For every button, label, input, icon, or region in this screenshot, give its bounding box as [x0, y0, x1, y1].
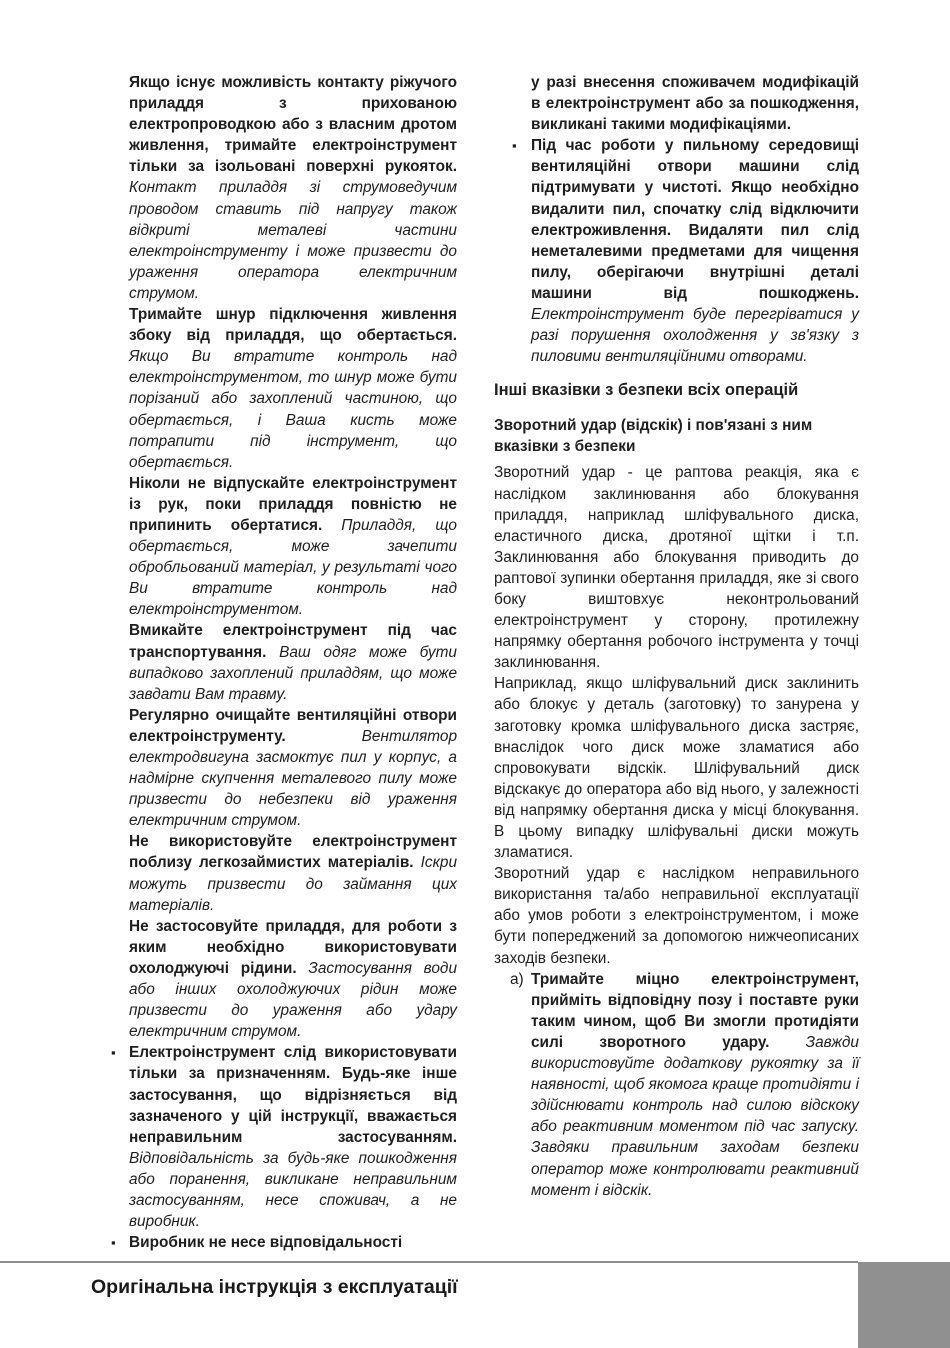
bullet-item-intended-use [111, 1042, 457, 1232]
instruction-bold: Тримайте міцно електроінструмент, прийміть відповідну позу і поставте руки таким чином, щоб Ви змогли протидіяти силі зворотного удару. [531, 970, 859, 1051]
safety-paragraph-cord [111, 304, 457, 473]
kickback-paragraph-2: Наприклад, якщо шліфувальний диск заклинить або блокує у деталь (заготовку) то занурена у заготовку кромка шліфувального диска застряє, внаслідок чого диск може зламатися або спровокувати відскік. Шліфувальний диск відскакує до оператора або від нього, у залежності від напрямку обертання диска у місці блокування. В цьому випадку шліфувальні диски можуть зламатися. [494, 675, 859, 862]
instruction-bold: Виробник не несе відповідальності [129, 1234, 403, 1252]
bullet-item-dust [494, 135, 859, 367]
kickback-paragraph-1: Зворотний удар - це раптова реакція, яка є наслідком заклинювання або блокування приладдя, наприклад шліфувального диска, еластичного диска, дротяної щітки і т.п. Заклинювання або блокування приводить до раптової зупинки обертання приладдя, яке зі свого боку виштовхує неконтрольований електроінструмент у сторону, протилежну напрямку обертання робочого інструмента у точці заклинювання. [494, 464, 859, 672]
instruction-bold: Ніколи не відпускайте електроінструмент із рук, поки приладдя повністю не припинить обертатися. [129, 474, 457, 534]
instruction-bold: Якщо існує можливість контакту ріжучого приладдя з прихованою електропроводкою або з власним дротом живлення, тримайте електроінструмент тільки за ізольовані поверхні рукояток. [129, 74, 457, 176]
instruction-bold: Електроінструмент слід використовувати тільки за призначенням. Будь-яке інше застосування, що відрізняється від зазначеного у цій інструкції, вважається неправильним застосуванням. [129, 1044, 457, 1146]
bullet-icon: ▪ [111, 1045, 116, 1061]
instruction-italic: Контакт приладдя зі струмоведучим проводом ставить під напругу також відкриті металеві частини електроінструменту і може призвести до ураження оператора електричним струмом. [129, 179, 457, 302]
instruction-italic: Приладдя, що обертається, може зачепити обробльований матеріал, у результаті чого Ви втратите контроль над електроінструментом. [129, 516, 457, 619]
subsection-heading: Зворотний удар (відскік) і пов'язані з ним вказівки з безпеки [494, 417, 813, 456]
instruction-italic: Вентилятор електродвигуна засмоктує пил у корпус, а надмірне скупчення металевого пилу може призвести до небезпеки від ураження електричним струмом. [129, 727, 457, 830]
instruction-italic: Якщо Ви втратите контроль над електроінструментом, то шнур може бути порізаний або захоплений частиною, що обертається, і Ваша кисть може потрапити під інструмент, що обертається. [129, 348, 457, 471]
footer-divider [0, 1261, 858, 1263]
safety-paragraph-flammable [111, 831, 457, 915]
safety-paragraph-transport [111, 620, 457, 704]
instruction-bold: Не застосовуйте приладдя, для роботи з яким необхідно використовувати охолоджуючі рідини. [129, 917, 457, 977]
instruction-italic: Застосування води або інших охолоджуючих рідин може призвести до ураження або удару електричним струмом. [129, 959, 457, 1041]
instruction-bold: Вмикайте електроінструмент під час транспортування. [129, 622, 457, 661]
right-column [494, 72, 859, 1201]
safety-paragraph-hold [111, 473, 457, 621]
instruction-bold: Не використовуйте електроінструмент поблизу легкозаймистих матеріалів. [129, 833, 457, 872]
safety-paragraph-ventilation [111, 705, 457, 832]
bullet-item-liability [111, 1232, 457, 1253]
instruction-bold: Під час роботи у пильному середовищі вентиляційні отвори машини слід підтримувати у чистоті. Якщо необхідно видалити пил, спочатку слід відключити електроживлення. Видаляти пил слід неметалевими предметами для чищення пилу, оберігаючи внутрішні деталі машини від пошкоджень. [531, 137, 859, 302]
bullet-item-liability-continued [494, 72, 859, 135]
instruction-italic: Відповідальність за будь-яке пошкодження або поранення, викликане неправильним застосуванням, несе споживач, а не виробник. [129, 1149, 457, 1231]
instruction-italic: Електроінструмент буде перегріватися у разі порушення охолодження у зв'язку з пиловими вентиляційними отворами. [531, 306, 859, 366]
instruction-italic: Іскри можуть призвести до займання цих матеріалів. [129, 854, 457, 914]
instruction-italic: Ваш одяг може бути випадково захоплений приладдям, що може завдати Вам травму. [129, 643, 457, 703]
list-item-a [494, 969, 859, 1201]
left-column [111, 72, 457, 1253]
section-heading: Інші вказівки з безпеки всіх операцій [494, 381, 799, 400]
bullet-icon: ▪ [512, 138, 517, 154]
footer-title: Оригінальна інструкція з експлуатації [91, 1276, 458, 1298]
list-item-label: a) [510, 970, 524, 988]
instruction-italic: Завжди використовуйте додаткову рукоятку за її наявності, щоб якомога краще протидіяти і здійснювати контроль над силою відскоку або реактивним моментом під час запуску. Завдяки правильним заходам безпеки оператор може контролювати реактивний момент і відскік. [531, 1033, 859, 1199]
instruction-bold: у разі внесення споживачем модифікацій в електроінструмент або за пошкодження, викликані такими модифікаціями. [531, 74, 859, 134]
safety-paragraph-coolant [111, 916, 457, 1043]
bullet-icon: ▪ [111, 1235, 116, 1251]
kickback-paragraph-3: Зворотний удар є наслідком неправильного використання та/або неправильної експлуатації або умов роботи з електроінструментом, і може бути попереджений за допомогою нижчеописаних заходів безпеки. [494, 865, 859, 967]
safety-paragraph-wiring [111, 72, 457, 304]
instruction-bold: Регулярно очищайте вентиляційні отвори електроінструменту. [129, 706, 457, 745]
instruction-bold: Тримайте шнур підключення живлення збоку від приладдя, що обертається. [129, 306, 457, 345]
footer-tab-block [858, 1262, 950, 1348]
